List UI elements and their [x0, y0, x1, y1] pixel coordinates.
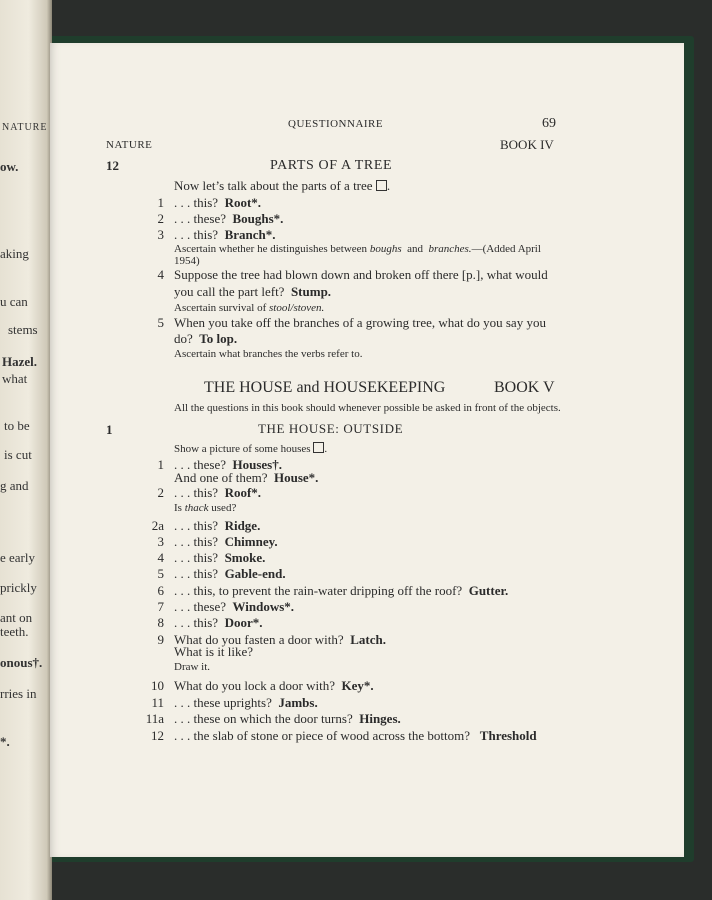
section-title: THE HOUSE: OUTSIDE: [258, 421, 404, 436]
note: Ascertain what branches the verbs refer to.: [174, 348, 363, 360]
left-fragment: stems: [8, 322, 38, 337]
question: . . . these uprights? Jambs.: [174, 695, 318, 710]
question-number: 10: [151, 678, 164, 693]
section-left: NATURE: [106, 139, 153, 151]
note: Is thack used?: [174, 502, 237, 514]
question: . . . this, to prevent the rain-water dripping off the roof? Gutter.: [174, 583, 509, 598]
question: What do you lock a door with? Key*.: [174, 678, 374, 693]
question: . . . this? Branch*.: [174, 227, 276, 242]
question: When you take off the branches of a growing tree, what do you say you: [174, 315, 546, 330]
book-note: All the questions in this book should whenever possible be asked in front of the objects.: [174, 402, 561, 414]
question-number: 3: [157, 227, 164, 242]
intro-text: Now let’s talk about the parts of a tree .: [174, 178, 391, 193]
question: do? To lop.: [174, 331, 238, 346]
question-number: 4: [157, 550, 164, 565]
left-fragment: e early: [0, 550, 36, 565]
question: . . . the slab of stone or piece of wood across the bottom? Threshold: [174, 728, 537, 743]
question: Suppose the tree had blown down and broken off there [p.], what would: [174, 267, 548, 282]
right-page: [50, 43, 684, 857]
section-title: PARTS OF A TREE: [270, 158, 393, 173]
left-fragment: is cut: [4, 447, 32, 462]
section-number: 1: [106, 422, 113, 437]
left-fragment: aking: [0, 246, 29, 261]
section-number: 12: [106, 158, 119, 173]
left-fragment: ow.: [0, 159, 19, 174]
checkbox-icon: [376, 180, 387, 191]
question-number: 2a: [151, 518, 164, 533]
left-fragment: to be: [4, 418, 30, 433]
question: What is it like?: [174, 644, 254, 659]
question-number: 11: [151, 695, 164, 710]
question-number: 2: [157, 211, 164, 226]
question: . . . these? Boughs*.: [174, 211, 284, 226]
left-fragment: rries in: [0, 686, 37, 701]
question-number: 8: [157, 615, 164, 630]
left-page: [0, 0, 52, 900]
running-title: QUESTIONNAIRE: [288, 118, 384, 130]
left-fragment: Hazel.: [2, 354, 38, 369]
question: . . . this? Ridge.: [174, 518, 261, 533]
section-right: BOOK IV: [500, 137, 554, 152]
question: . . . this? Door*.: [174, 615, 263, 630]
note: 1954): [174, 255, 200, 267]
left-fragment: prickly: [0, 580, 37, 595]
question-number: 4: [157, 267, 164, 282]
question-number: 5: [157, 315, 164, 330]
question: What do you fasten a door with? Latch.: [174, 632, 386, 647]
question: you call the part left? Stump.: [174, 284, 332, 299]
left-fragment: *.: [0, 734, 10, 749]
question-number: 1: [157, 195, 164, 210]
question-number: 2: [157, 485, 164, 500]
question: . . . this? Smoke.: [174, 550, 266, 565]
book-title: THE HOUSE and HOUSEKEEPING: [204, 379, 446, 396]
note: Ascertain whether he distinguishes between boughs and branches.—(Added April: [174, 243, 541, 255]
intro-text: Show a picture of some houses .: [174, 443, 328, 455]
question-number: 5: [157, 566, 164, 581]
left-fragment: u can: [0, 294, 28, 309]
question: . . . these? Houses†.: [174, 457, 282, 472]
checkbox-icon: [313, 442, 324, 453]
question-number: 3: [157, 534, 164, 549]
question-number: 7: [157, 599, 164, 614]
question: . . . these on which the door turns? Hinges.: [174, 711, 401, 726]
note: Draw it.: [174, 661, 211, 673]
left-fragment: NATURE: [2, 122, 48, 133]
note: Ascertain survival of stool/stoven.: [174, 302, 325, 314]
question-number: 6: [157, 583, 164, 598]
question-number: 11a: [145, 711, 164, 726]
question: . . . this? Gable-end.: [174, 566, 286, 581]
book-number: BOOK V: [494, 379, 555, 396]
left-fragment: onous†.: [0, 655, 43, 670]
question-number: 1: [157, 457, 164, 472]
page-number: 69: [542, 116, 556, 131]
question-number: 9: [157, 632, 164, 647]
question: . . . this? Roof*.: [174, 485, 262, 500]
left-fragment: teeth.: [0, 624, 29, 639]
question: . . . these? Windows*.: [174, 599, 295, 614]
question-number: 12: [151, 728, 164, 743]
left-fragment: what: [2, 371, 28, 386]
question: . . . this? Root*.: [174, 195, 262, 210]
left-fragment: ant on: [0, 610, 33, 625]
question: And one of them? House*.: [174, 470, 319, 485]
question: . . . this? Chimney.: [174, 534, 278, 549]
left-fragment: g and: [0, 478, 29, 493]
